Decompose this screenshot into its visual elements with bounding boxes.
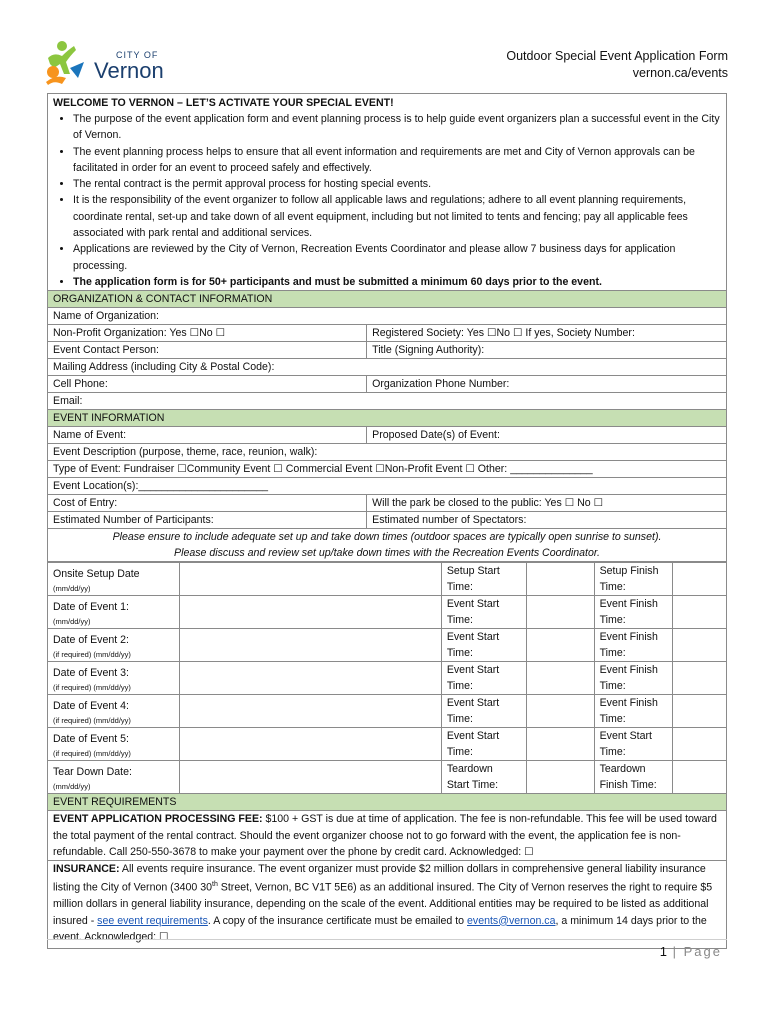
schedule-date-text: Onsite Setup Date [53, 568, 140, 581]
schedule-start-input[interactable] [526, 563, 594, 596]
schedule-end-label [594, 629, 672, 662]
email-field[interactable]: Email: [48, 393, 727, 410]
schedule-date-input[interactable] [180, 728, 441, 761]
footer-divider [47, 939, 727, 940]
mailing-address-field[interactable]: Mailing Address (including City & Postal Code): [48, 359, 727, 376]
welcome-list [53, 111, 721, 290]
insurance-block [48, 861, 727, 949]
schedule-date-label [48, 596, 180, 629]
timing-note [48, 529, 727, 562]
header-right [506, 48, 728, 82]
schedule-date-format: (mm/dd/yy) [53, 584, 91, 594]
end-label-line-2: Time: [599, 614, 626, 627]
schedule-end-label [594, 596, 672, 629]
welcome-bold-bullet: • The application form is for 50+ participants and must be submitted a minimum 60 days prior to the event. [73, 274, 721, 290]
start-label-line-2: Time: [446, 713, 473, 726]
fee-label: EVENT APPLICATION PROCESSING FEE: [53, 813, 263, 826]
start-label-line-2: Start Time: [446, 779, 499, 792]
start-label-line-1: Event Start [446, 631, 500, 644]
participants-field[interactable]: Estimated Number of Participants: [48, 512, 367, 529]
schedule-table [47, 562, 727, 794]
logo-city-of: CITY OF [116, 50, 159, 60]
welcome-bullet: • It is the responsibility of the event organizer to follow all applicable laws and regulations; adhere to all event planning requirements, coordinate rental, set-up and take down of all event equipment, including but not limited to tents and fencing; pay all applicable fees associated with park rental and additional services. [73, 192, 721, 241]
park-closed-field[interactable]: Will the park be closed to the public: Yes ☐ No ☐ [367, 495, 727, 512]
cost-of-entry-field[interactable]: Cost of Entry: [48, 495, 367, 512]
event-name-field[interactable]: Name of Event: [48, 427, 367, 444]
registered-society-field[interactable]: Registered Society: Yes ☐No ☐ If yes, Society Number: [367, 325, 727, 342]
schedule-date-format: (if required) (mm/dd/yy) [53, 716, 131, 726]
end-label-line-2: Time: [599, 680, 626, 693]
start-label-line-2: Time: [446, 581, 473, 594]
page-footer [660, 944, 722, 959]
schedule-end-label [594, 761, 672, 794]
schedule-date-input[interactable] [180, 662, 441, 695]
schedule-date-input[interactable] [180, 629, 441, 662]
requirements-section [47, 794, 727, 949]
end-label-line-1: Event Finish [599, 664, 658, 677]
start-label-line-2: Time: [446, 647, 473, 660]
events-email-link[interactable]: events@vernon.ca [467, 914, 556, 927]
schedule-row [48, 596, 727, 629]
schedule-end-input[interactable] [672, 695, 726, 728]
schedule-date-text: Date of Event 1: [53, 601, 129, 614]
schedule-date-input[interactable] [180, 761, 441, 794]
schedule-end-label [594, 563, 672, 596]
requirements-heading: EVENT REQUIREMENTS [48, 794, 727, 811]
insurance-text-3: . A copy of the insurance certificate must be emailed to [207, 914, 467, 927]
fee-block [48, 811, 727, 861]
schedule-end-input[interactable] [672, 662, 726, 695]
schedule-date-text: Date of Event 5: [53, 733, 129, 746]
city-of-vernon-logo [44, 38, 194, 86]
schedule-date-text: Date of Event 3: [53, 667, 129, 680]
schedule-start-label [441, 563, 526, 596]
schedule-row [48, 761, 727, 794]
start-label-line-1: Event Start [446, 664, 500, 677]
schedule-start-label [441, 662, 526, 695]
schedule-date-text: Tear Down Date: [53, 766, 132, 779]
schedule-start-label [441, 761, 526, 794]
schedule-end-label [594, 662, 672, 695]
schedule-end-input[interactable] [672, 629, 726, 662]
organization-section [47, 291, 727, 562]
application-form [47, 93, 727, 949]
start-label-line-1: Teardown [446, 763, 493, 776]
schedule-date-format: (mm/dd/yy) [53, 617, 91, 627]
logo-name: Vernon [94, 58, 164, 83]
schedule-start-label [441, 695, 526, 728]
welcome-section [47, 93, 727, 291]
page-separator: | [667, 944, 684, 959]
schedule-start-label [441, 596, 526, 629]
end-label-line-2: Time: [599, 647, 626, 660]
start-label-line-1: Setup Start [446, 565, 500, 578]
site-url: vernon.ca/events [632, 66, 728, 80]
schedule-start-input[interactable] [526, 761, 594, 794]
insurance-text-1: All events require insurance. The event organizer must provide $2 million dollars in comprehensive general liability insurance listing the City of Vernon (3400 30 [53, 863, 706, 894]
end-label-line-1: Event Finish [599, 697, 658, 710]
timing-note-2: Please discuss and review set up/take down times with the Recreation Events Coordinator. [174, 547, 600, 560]
start-label-line-1: Event Start [446, 598, 500, 611]
schedule-date-label [48, 662, 180, 695]
schedule-end-label [594, 695, 672, 728]
org-heading: ORGANIZATION & CONTACT INFORMATION [48, 291, 727, 308]
schedule-date-input[interactable] [180, 695, 441, 728]
start-label-line-1: Event Start [446, 730, 500, 743]
cell-phone-field[interactable]: Cell Phone: [48, 376, 367, 393]
event-heading: EVENT INFORMATION [48, 410, 727, 427]
fee-text: $100 + GST is due at time of application. The fee is non-refundable. This fee will be used toward the total payment of the rental contract. Should the event organizer choose not to go forward with the event, the application fee is non-refundable. Call 250-550-3678 to make your payment over the phone by credit card. Acknowledged: ☐ [53, 813, 717, 858]
schedule-date-input[interactable] [180, 563, 441, 596]
end-label-line-1: Event Start [599, 730, 652, 743]
event-location-field[interactable]: Event Location(s):______________________ [48, 478, 727, 495]
event-description-field[interactable]: Event Description (purpose, theme, race, reunion, walk): [48, 444, 727, 461]
signing-title-field[interactable]: Title (Signing Authority): [367, 342, 727, 359]
end-label-line-1: Event Finish [599, 598, 658, 611]
schedule-date-label [48, 728, 180, 761]
end-label-line-1: Event Finish [599, 631, 658, 644]
contact-person-field[interactable]: Event Contact Person: [48, 342, 367, 359]
end-label-line-2: Time: [599, 581, 626, 594]
start-label-line-1: Event Start [446, 697, 500, 710]
insurance-label: INSURANCE: [53, 863, 120, 876]
schedule-end-input[interactable] [672, 563, 726, 596]
schedule-row [48, 629, 727, 662]
end-label-line-2: Finish Time: [599, 779, 657, 792]
end-label-line-1: Setup Finish [599, 565, 659, 578]
insurance-text-4: , a minimum 14 days prior to the event. Acknowledged: ☐ [53, 914, 707, 943]
schedule-date-label [48, 629, 180, 662]
schedule-start-input[interactable] [526, 662, 594, 695]
schedule-row [48, 563, 727, 596]
schedule-end-label [594, 728, 672, 761]
welcome-bullet: • The event planning process helps to ensure that all event information and requirements are met and City of Vernon approvals can be facilitated in order for an event to proceed safely and effectively. [73, 144, 721, 177]
schedule-date-format: (if required) (mm/dd/yy) [53, 650, 131, 660]
event-type-field[interactable]: Type of Event: Fundraiser ☐Community Event ☐ Commercial Event ☐Non-Profit Event ☐ Other: ______________ [48, 461, 727, 478]
schedule-start-input[interactable] [526, 728, 594, 761]
page-number: 1 [659, 944, 668, 959]
org-name-field[interactable]: Name of Organization: [48, 308, 727, 325]
schedule-date-text: Date of Event 2: [53, 634, 129, 647]
start-label-line-2: Time: [446, 680, 473, 693]
page-word: Page [683, 944, 722, 959]
schedule-row [48, 695, 727, 728]
schedule-date-format: (mm/dd/yy) [53, 782, 91, 792]
schedule-start-label [441, 629, 526, 662]
schedule-date-format: (if required) (mm/dd/yy) [53, 749, 131, 759]
schedule-date-input[interactable] [180, 596, 441, 629]
start-label-line-2: Time: [446, 746, 473, 759]
end-label-line-1: Teardown [599, 763, 646, 776]
schedule-date-format: (if required) (mm/dd/yy) [53, 683, 131, 693]
schedule-end-input[interactable] [672, 761, 726, 794]
schedule-start-input[interactable] [526, 629, 594, 662]
insurance-text-2: Street, Vernon, BC V1T 5E6) as an additional insured. The City of Vernon reserves the right to require $5 million dollars in general liability insurance, depending on the scale of the event. Additional entities may be required to be listed as additional insured - [53, 881, 713, 927]
org-phone-field[interactable]: Organization Phone Number: [367, 376, 727, 393]
schedule-date-label [48, 695, 180, 728]
schedule-start-label [441, 728, 526, 761]
spectators-field[interactable]: Estimated number of Spectators: [367, 512, 727, 529]
end-label-line-2: Time: [599, 713, 626, 726]
welcome-bullet: • The purpose of the event application form and event planning process is to help guide event organizers plan a successful event in the City of Vernon. [73, 111, 721, 144]
welcome-bullet: • Applications are reviewed by the City of Vernon, Recreation Events Coordinator and please allow 7 business days for application processing. [73, 241, 721, 274]
schedule-date-label [48, 761, 180, 794]
start-label-line-2: Time: [446, 614, 473, 627]
timing-note-1: Please ensure to include adequate set up and take down times (outdoor spaces are typically open sunrise to sunset). [112, 531, 662, 544]
schedule-start-input[interactable] [526, 596, 594, 629]
schedule-date-label [48, 563, 180, 596]
welcome-bullet: • The rental contract is the permit approval process for hosting special events. [73, 176, 721, 192]
schedule-row [48, 662, 727, 695]
event-requirements-link[interactable]: see event requirements [97, 914, 208, 927]
schedule-end-input[interactable] [672, 596, 726, 629]
form-title: Outdoor Special Event Application Form [506, 49, 728, 63]
schedule-start-input[interactable] [526, 695, 594, 728]
schedule-row [48, 728, 727, 761]
insurance-sup: th [212, 881, 218, 889]
schedule-end-input[interactable] [672, 728, 726, 761]
proposed-dates-field[interactable]: Proposed Date(s) of Event: [367, 427, 727, 444]
end-label-line-2: Time: [599, 746, 626, 759]
nonprofit-field[interactable]: Non-Profit Organization: Yes ☐No ☐ [48, 325, 367, 342]
schedule-date-text: Date of Event 4: [53, 700, 129, 713]
welcome-heading: WELCOME TO VERNON – LET’S ACTIVATE YOUR SPECIAL EVENT! [53, 97, 394, 109]
